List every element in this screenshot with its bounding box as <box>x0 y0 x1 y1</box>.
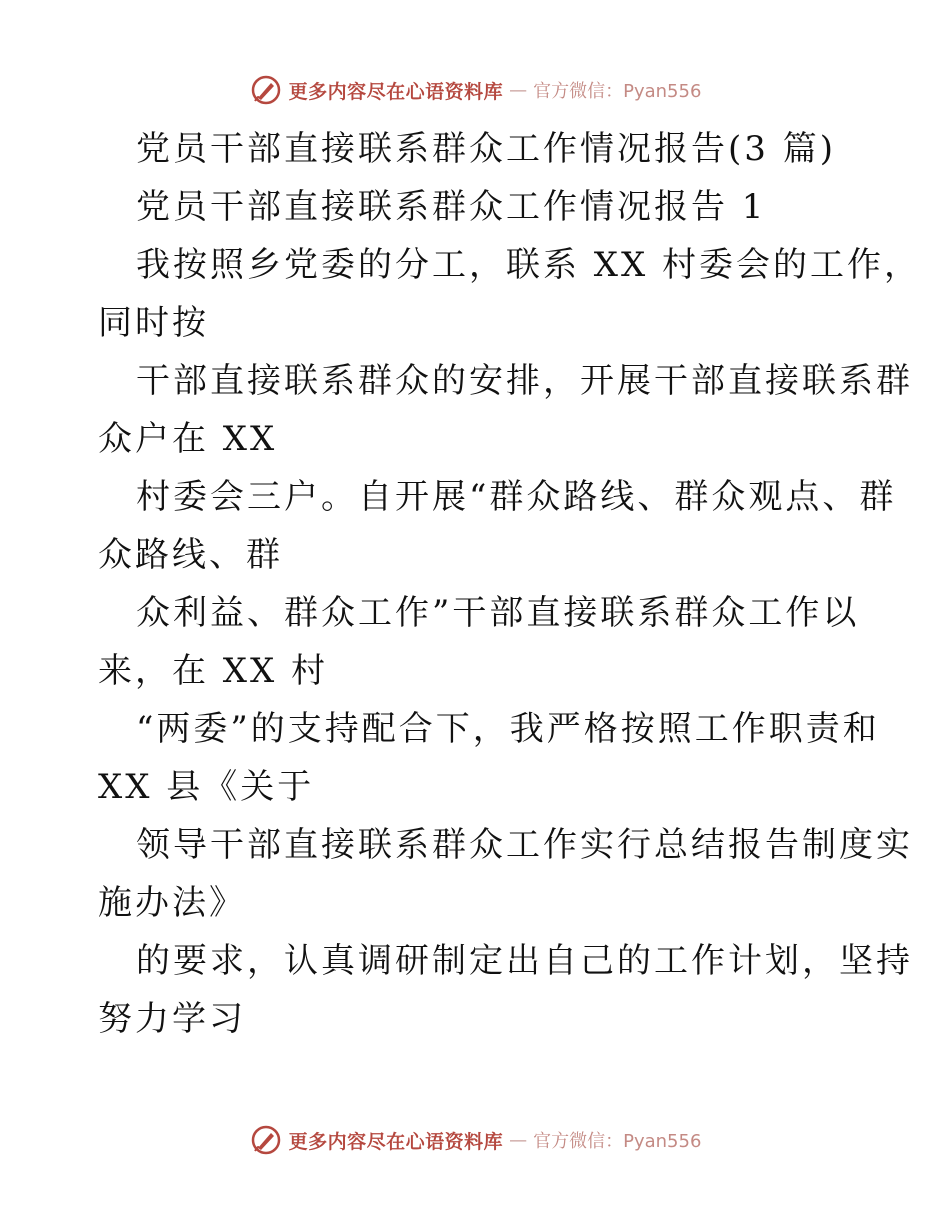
paragraph-line: 施办法》 <box>98 883 246 923</box>
document-title: 党员干部直接联系群众工作情况报告(3 篇) <box>136 129 836 169</box>
header-watermark-banner <box>0 70 950 110</box>
pen-logo-icon <box>249 1123 283 1157</box>
paragraph-line: 同时按 <box>98 303 209 343</box>
paragraph-line: 努力学习 <box>98 999 246 1039</box>
paragraph-line: 众路线、群 <box>98 535 283 575</box>
paragraph-line: 村委会三户。自开展“群众路线、群众观点、群 <box>136 477 897 517</box>
paragraph-line: 领导干部直接联系群众工作实行总结报告制度实 <box>136 825 913 865</box>
section-heading: 党员干部直接联系群众工作情况报告 1 <box>136 187 767 227</box>
paragraph-line: 众户在 XX <box>98 419 278 459</box>
watermark-wechat-text: 官方微信：Pyan556 <box>533 81 702 102</box>
paragraph-line: 干部直接联系群众的安排，开展干部直接联系群 <box>136 361 913 401</box>
document-body <box>98 120 922 1048</box>
paragraph-line: “两委”的支持配合下，我严格按照工作职责和 <box>136 709 880 749</box>
footer-watermark-banner <box>0 1120 950 1160</box>
paragraph-line: 我按照乡党委的分工，联系 XX 村委会的工作， <box>136 245 922 285</box>
pen-logo-icon <box>249 73 283 107</box>
watermark-dash: — <box>509 79 528 101</box>
paragraph-line: XX 县《关于 <box>98 767 315 807</box>
paragraph-line: 来，在 XX 村 <box>98 651 329 691</box>
paragraph-line: 的要求，认真调研制定出自己的工作计划，坚持 <box>136 941 913 981</box>
watermark-main-text: 更多内容尽在心语资料库 <box>288 80 504 103</box>
watermark-main-text: 更多内容尽在心语资料库 <box>288 1130 504 1153</box>
paragraph-line: 众利益、群众工作”干部直接联系群众工作以 <box>136 593 860 633</box>
watermark-dash: — <box>509 1129 528 1151</box>
watermark-wechat-text: 官方微信：Pyan556 <box>533 1131 702 1152</box>
